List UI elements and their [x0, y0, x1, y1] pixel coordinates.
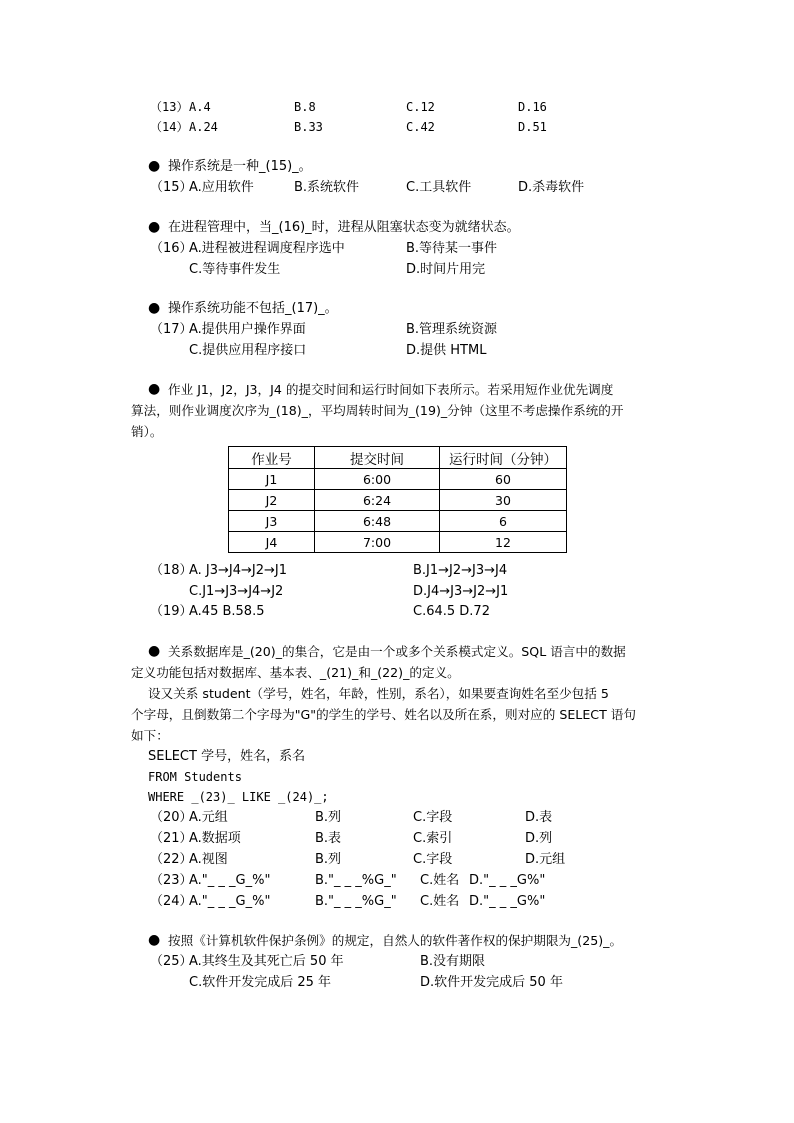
q18-option-c: C.J1→J3→J4→J2: [189, 584, 284, 599]
q25-stem: 按照《计算机软件保护条例》的规定，自然人的软件著作权的保护期限为_(25)_。: [168, 933, 623, 948]
q14-option-b: B.33: [294, 120, 323, 134]
q24-option-d: D."_ _ _G%": [469, 894, 546, 909]
q22-option-b: B.列: [315, 852, 342, 867]
q18-option-b: B.J1→J2→J3→J4: [413, 563, 508, 578]
q17-option-d: D.提供 HTML: [406, 343, 487, 358]
q20-option-d: D.表: [525, 810, 553, 825]
q15-stem: 操作系统是一种_(15)_。: [168, 159, 312, 174]
q20-number: （20）: [150, 810, 193, 825]
q22-option-a: A.视图: [189, 852, 228, 867]
q23-option-c: C.姓名: [420, 873, 460, 888]
table-cell: 60: [440, 469, 567, 490]
q20-option-b: B.列: [315, 810, 342, 825]
column-header-job-id: 作业号: [229, 447, 315, 469]
q15-option-a: A.应用软件: [189, 180, 254, 195]
q13-option-d: D.16: [518, 100, 547, 114]
q25-option-b: B.没有期限: [420, 954, 486, 969]
table-cell: 7:00: [315, 532, 440, 553]
q16-stem: 在进程管理中，当_(16)_时，进程从阻塞状态变为就绪状态。: [168, 220, 520, 235]
bullet-icon: ●: [148, 932, 161, 948]
q20-option-a: A.元组: [189, 810, 228, 825]
q15-option-d: D.杀毒软件: [518, 180, 585, 195]
q15-option-b: B.系统软件: [294, 180, 360, 195]
q15-number: （15）: [150, 180, 193, 195]
table-cell: 6:00: [315, 469, 440, 490]
q23-number: （23）: [150, 873, 193, 888]
q25-option-a: A.其终生及其死亡后 50 年: [189, 954, 344, 969]
q19-options-ab: A.45 B.58.5: [189, 604, 265, 619]
table-row: [229, 511, 567, 532]
column-header-submit-time: 提交时间: [315, 447, 440, 469]
q23-option-b: B."_ _ _%G_": [315, 873, 397, 888]
table-row: [229, 532, 567, 553]
sql-line-from: FROM Students: [148, 770, 242, 784]
q20-paragraph-line-2: 个字母，且倒数第二个字母为"G"的学生的学号、姓名以及所在系，则对应的 SELECT 语句: [131, 707, 636, 722]
bullet-icon: ●: [148, 158, 161, 174]
sql-line-select: SELECT 学号，姓名，系名: [148, 749, 306, 764]
table-header-row: [229, 447, 567, 469]
q15-option-c: C.工具软件: [406, 180, 472, 195]
table-cell: J1: [229, 469, 315, 490]
q24-option-a: A."_ _ _G_%": [189, 894, 271, 909]
q14-option-c: C.42: [406, 120, 435, 134]
bullet-icon: ●: [148, 643, 161, 659]
q22-number: （22）: [150, 852, 193, 867]
q23-option-d: D."_ _ _G%": [469, 873, 546, 888]
q18-stem-line-2: 算法，则作业调度次序为_(18)_，平均周转时间为_(19)_分钟（这里不考虑操作系统的开: [131, 403, 624, 418]
q16-option-b: B.等待某一事件: [406, 241, 498, 256]
q25-option-c: C.软件开发完成后 25 年: [189, 975, 332, 990]
q20-option-c: C.字段: [413, 810, 453, 825]
bullet-icon: ●: [148, 300, 161, 316]
q21-option-a: A.数据项: [189, 831, 241, 846]
q20-stem-line-1: 关系数据库是_(20)_的集合，它是由一个或多个关系模式定义。SQL 语言中的数据: [168, 644, 626, 659]
q17-number: （17）: [150, 322, 193, 337]
q16-option-c: C.等待事件发生: [189, 262, 281, 277]
job-table: [228, 446, 567, 553]
q20-paragraph-line-1: 设又关系 student（学号，姓名，年龄，性别，系名），如果要查询姓名至少包括 5: [148, 686, 609, 701]
q21-option-d: D.列: [525, 831, 553, 846]
q18-stem-line-3: 销）。: [131, 424, 163, 439]
q22-option-d: D.元组: [525, 852, 566, 867]
q21-option-c: C.索引: [413, 831, 453, 846]
q24-option-b: B."_ _ _%G_": [315, 894, 397, 909]
q25-option-d: D.软件开发完成后 50 年: [420, 975, 563, 990]
q16-number: （16）: [150, 241, 193, 256]
q18-option-d: D.J4→J3→J2→J1: [413, 584, 509, 599]
q20-stem-line-2: 定义功能包括对数据库、基本表、_(21)_和_(22)_的定义。: [131, 665, 460, 680]
q18-stem-line-1: 作业 J1，J2，J3，J4 的提交时间和运行时间如下表所示。若采用短作业优先调度: [168, 382, 614, 397]
q24-option-c: C.姓名: [420, 894, 460, 909]
q22-option-c: C.字段: [413, 852, 453, 867]
table-cell: 6:48: [315, 511, 440, 532]
table-row: [229, 490, 567, 511]
q21-number: （21）: [150, 831, 193, 846]
q25-number: （25）: [150, 954, 193, 969]
q13-number: （13）: [150, 100, 189, 114]
q16-option-a: A.进程被进程调度程序选中: [189, 241, 345, 256]
q14-option-a: A.24: [189, 120, 218, 134]
q24-number: （24）: [150, 894, 193, 909]
q23-option-a: A."_ _ _G_%": [189, 873, 271, 888]
table-cell: J3: [229, 511, 315, 532]
q17-option-c: C.提供应用程序接口: [189, 343, 307, 358]
q13-option-b: B.8: [294, 100, 316, 114]
q19-number: （19）: [150, 604, 193, 619]
table-cell: 6:24: [315, 490, 440, 511]
q18-number: （18）: [150, 563, 193, 578]
q20-paragraph-line-3: 如下：: [131, 728, 169, 743]
q13-option-c: C.12: [406, 100, 435, 114]
table-row: [229, 469, 567, 490]
column-header-run-time: 运行时间（分钟）: [440, 447, 567, 469]
q17-option-b: B.管理系统资源: [406, 322, 498, 337]
q17-stem: 操作系统功能不包括_(17)_。: [168, 301, 338, 316]
table-cell: 30: [440, 490, 567, 511]
table-cell: 12: [440, 532, 567, 553]
q14-option-d: D.51: [518, 120, 547, 134]
q21-option-b: B.表: [315, 831, 342, 846]
q18-option-a: A. J3→J4→J2→J1: [189, 563, 288, 578]
bullet-icon: ●: [148, 381, 161, 397]
q16-option-d: D.时间片用完: [406, 262, 486, 277]
bullet-icon: ●: [148, 219, 161, 235]
q13-option-a: A.4: [189, 100, 211, 114]
sql-line-where: WHERE _(23)_ LIKE _(24)_;: [148, 790, 329, 804]
table-cell: J4: [229, 532, 315, 553]
q17-option-a: A.提供用户操作界面: [189, 322, 306, 337]
q19-options-cd: C.64.5 D.72: [413, 604, 490, 619]
table-cell: J2: [229, 490, 315, 511]
q14-number: （14）: [150, 120, 189, 134]
table-cell: 6: [440, 511, 567, 532]
